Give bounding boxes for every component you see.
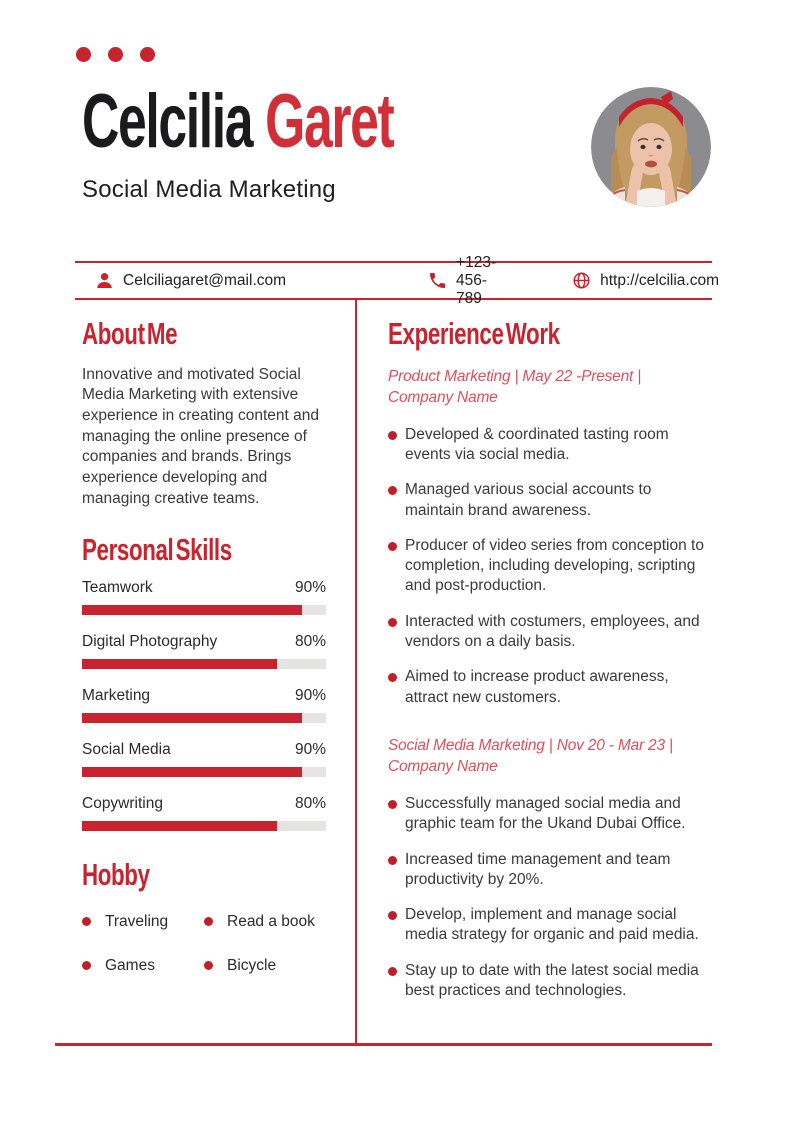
contact-website[interactable]	[572, 271, 719, 290]
skill-bar	[82, 767, 326, 777]
person-icon	[95, 271, 114, 290]
phone-icon	[428, 271, 447, 290]
decorative-dots	[76, 47, 155, 62]
profile-photo	[591, 87, 711, 207]
bullet-icon	[388, 486, 397, 495]
bullet-text: Aimed to increase product awareness, attract new customers.	[405, 668, 669, 706]
experience-bullet	[388, 905, 712, 946]
experience-bullet-list	[388, 425, 712, 708]
contact-bar	[75, 253, 719, 307]
skill-row	[82, 687, 326, 723]
job-meta-line1: Product Marketing | May 22 -Present |	[388, 367, 642, 385]
footer-line	[55, 1043, 712, 1046]
bullet-text: Stay up to date with the latest social media best practices and technologies.	[405, 961, 699, 999]
hobby-heading: Hobby	[82, 857, 150, 893]
skill-percent: 90%	[294, 687, 326, 705]
about-heading: About Me	[82, 316, 178, 351]
about-text: Innovative and motivated Social Media Marketing with extensive experience in creating content and managing the online presence of companies and brands. Brings experience developing and managing creative teams.	[82, 365, 319, 507]
job-meta-line2: Company Name	[388, 757, 498, 775]
experience-bullet	[388, 480, 712, 521]
skill-bar	[82, 605, 326, 615]
bullet-icon	[388, 856, 397, 865]
skill-percent: 80%	[294, 795, 326, 813]
experience-bullet	[388, 612, 712, 653]
skill-label: Copywriting	[82, 795, 163, 813]
skill-percent: 80%	[294, 633, 326, 651]
skill-bar	[82, 821, 326, 831]
left-column	[82, 316, 326, 975]
skill-bar	[82, 713, 326, 723]
hobby-label: Games	[105, 956, 155, 974]
hobby-label: Bicycle	[227, 956, 277, 974]
bullet-text: Managed various social accounts to maintain brand awareness.	[405, 481, 652, 519]
skill-row	[82, 579, 326, 615]
job-title: Social Media Marketing	[82, 176, 336, 203]
first-name: Celcilia	[82, 79, 266, 164]
dot-icon	[140, 47, 155, 62]
dot-icon	[108, 47, 123, 62]
globe-icon	[572, 271, 591, 290]
bullet-icon	[388, 431, 397, 440]
skills-heading: Personal Skills	[82, 531, 232, 567]
job-meta-line2: Company Name	[388, 388, 498, 406]
skill-bar	[82, 659, 326, 669]
bullet-icon	[388, 911, 397, 920]
hobby-label: Traveling	[105, 912, 169, 930]
bullet-icon	[388, 673, 397, 682]
skill-label: Social Media	[82, 741, 171, 759]
experience-bullet	[388, 850, 712, 891]
job-meta-line1: Social Media Marketing | Nov 20 - Mar 23 |	[388, 736, 673, 754]
email-text: Celciliagaret@mail.com	[123, 271, 287, 289]
skill-bar-fill	[82, 821, 277, 831]
skill-percent: 90%	[294, 741, 326, 759]
bullet-icon	[388, 542, 397, 551]
profile-photo-illustration	[591, 87, 711, 207]
experience-bullet	[388, 794, 712, 835]
skill-bar-fill	[82, 713, 302, 723]
bullet-icon	[388, 618, 397, 627]
phone-text: +123-456-789	[456, 253, 497, 307]
bullet-text: Producer of video series from conception to completion, including developing, scripting and post-production.	[405, 536, 704, 595]
bullet-icon	[82, 961, 91, 970]
skill-bar-fill	[82, 767, 302, 777]
skill-bar-fill	[82, 659, 277, 669]
experience-bullet	[388, 667, 712, 708]
hobby-grid	[82, 913, 326, 975]
hobby-item	[204, 957, 326, 975]
hobby-item	[204, 913, 326, 931]
bullet-icon	[388, 967, 397, 976]
last-name: Garet	[265, 79, 394, 164]
skill-label: Teamwork	[82, 579, 153, 597]
hobby-item	[82, 957, 204, 975]
skill-label: Marketing	[82, 687, 151, 705]
skill-percent: 90%	[294, 579, 326, 597]
bullet-text: Develop, implement and manage social media strategy for organic and paid media.	[405, 906, 699, 944]
bullet-icon	[204, 961, 213, 970]
bullet-text: Increased time management and team productivity by 20%.	[405, 850, 671, 888]
hobby-section	[82, 857, 326, 975]
person-name	[82, 79, 394, 164]
job-meta	[388, 366, 712, 408]
job-meta	[388, 735, 712, 777]
bullet-text: Successfully managed social media and graphic team for the Ukand Dubai Office.	[405, 794, 686, 833]
experience-bullet	[388, 536, 712, 597]
right-column	[388, 316, 712, 1016]
bullet-text: Developed & coordinated tasting room events via social media.	[405, 425, 669, 463]
experience-bullet-list	[388, 794, 712, 1001]
experience-heading: Experience Work	[388, 316, 560, 351]
dot-icon	[76, 47, 91, 62]
website-text: http://celcilia.com	[600, 271, 719, 289]
skill-label: Digital Photography	[82, 633, 218, 651]
skills-section	[82, 532, 326, 832]
experience-bullet	[388, 961, 712, 1002]
contact-email[interactable]	[95, 271, 286, 290]
bullet-icon	[82, 917, 91, 926]
bullet-icon	[388, 800, 397, 809]
skill-row	[82, 741, 326, 777]
bullet-icon	[204, 917, 213, 926]
hobby-item	[82, 913, 204, 931]
skill-list	[82, 579, 326, 831]
skill-bar-fill	[82, 605, 302, 615]
skill-row	[82, 795, 326, 831]
column-divider	[355, 300, 357, 1044]
experience-bullet	[388, 425, 712, 466]
contact-phone[interactable]	[428, 254, 496, 308]
skill-row	[82, 633, 326, 669]
bullet-text: Interacted with costumers, employees, and vendors on a daily basis.	[405, 612, 700, 651]
hobby-label: Read a book	[227, 912, 315, 930]
